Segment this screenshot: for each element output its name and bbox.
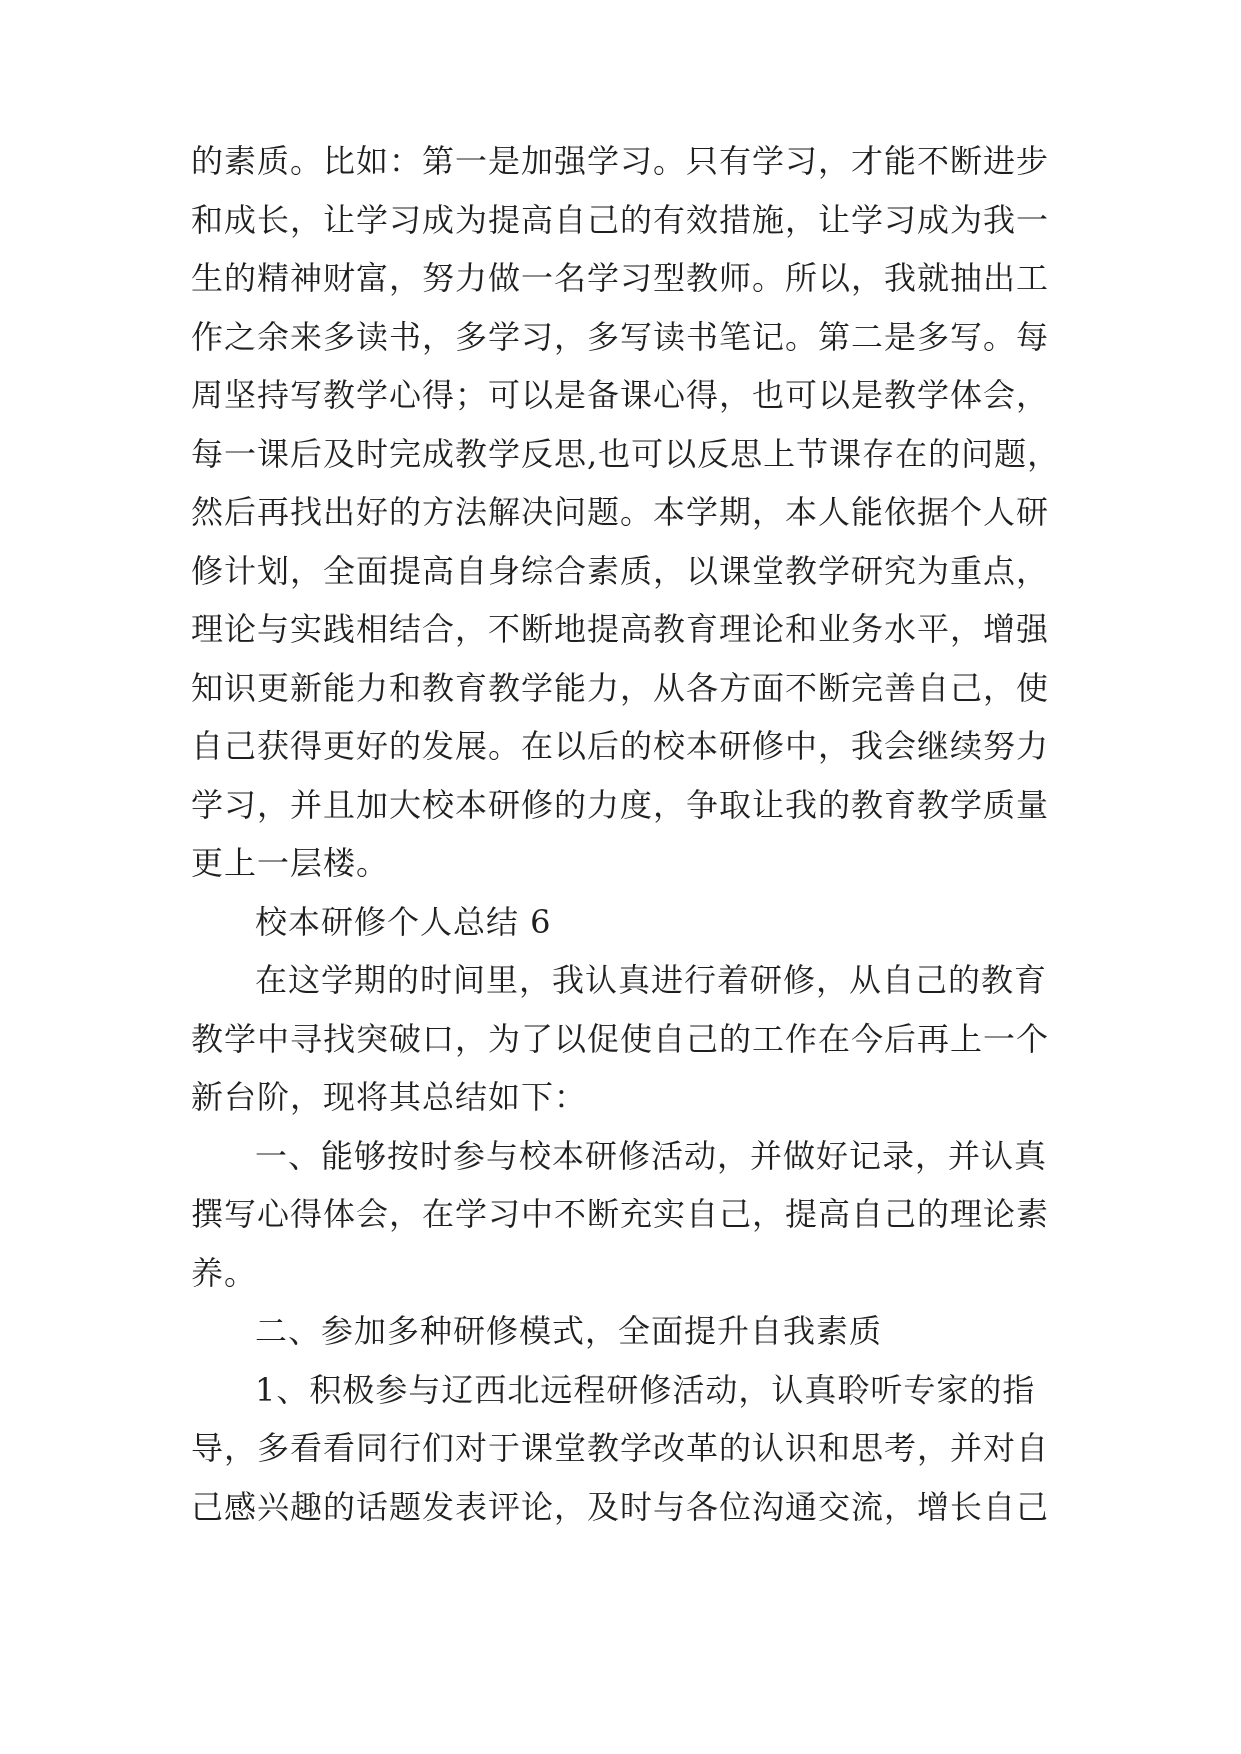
text-line: 知识更新能力和教育教学能力，从各方面不断完善自己，使 (191, 668, 1050, 707)
text-line: 导，多看看同行们对于课堂教学改革的认识和思考，并对自 (191, 1429, 1050, 1467)
section-heading: 校本研修个人总结 6 (255, 902, 552, 941)
text-line: 撰写心得体会，在学习中不断充实自己，提高自己的理论素 (191, 1195, 1050, 1233)
text-line: 然后再找出好的方法解决问题。本学期，本人能依据个人研 (191, 493, 1050, 531)
text-line: 教学中寻找突破口，为了以促使自己的工作在今后再上一个 (191, 1019, 1050, 1058)
text-line: 养。 (191, 1253, 258, 1292)
text-line: 周坚持写教学心得；可以是备课心得，也可以是教学体会， (191, 376, 1050, 414)
text-line: 1、积极参与辽西北远程研修活动，认真聆听专家的指 (255, 1370, 1036, 1409)
text-line: 修计划，全面提高自身综合素质，以课堂教学研究为重点， (191, 551, 1050, 590)
text-line: 每一课后及时完成教学反思,也可以反思上节课存在的问题， (191, 434, 1061, 473)
text-line: 更上一层楼。 (191, 844, 390, 882)
text-line: 在这学期的时间里，我认真进行着研修，从自己的教育 (255, 961, 1048, 999)
text-line: 自己获得更好的发展。在以后的校本研修中，我会继续努力 (191, 727, 1050, 765)
text-line: 的素质。比如：第一是加强学习。只有学习，才能不断进步 (191, 142, 1050, 180)
document-body (191, 132, 1091, 1536)
text-line: 新台阶，现将其总结如下： (191, 1078, 588, 1116)
text-line: 作之余来多读书，多学习，多写读书笔记。第二是多写。每 (191, 317, 1050, 356)
text-line: 生的精神财富，努力做一名学习型教师。所以，我就抽出工 (191, 259, 1050, 297)
text-line: 学习，并且加大校本研修的力度，争取让我的教育教学质量 (191, 785, 1050, 824)
text-line: 一、能够按时参与校本研修活动，并做好记录，并认真 (255, 1136, 1048, 1175)
text-line: 二、参加多种研修模式，全面提升自我素质 (255, 1312, 883, 1350)
text-line: 和成长，让学习成为提高自己的有效措施，让学习成为我一 (191, 200, 1050, 239)
text-line: 己感兴趣的话题发表评论，及时与各位沟通交流，增长自己 (191, 1487, 1050, 1526)
text-line: 理论与实践相结合，不断地提高教育理论和业务水平，增强 (191, 610, 1050, 648)
